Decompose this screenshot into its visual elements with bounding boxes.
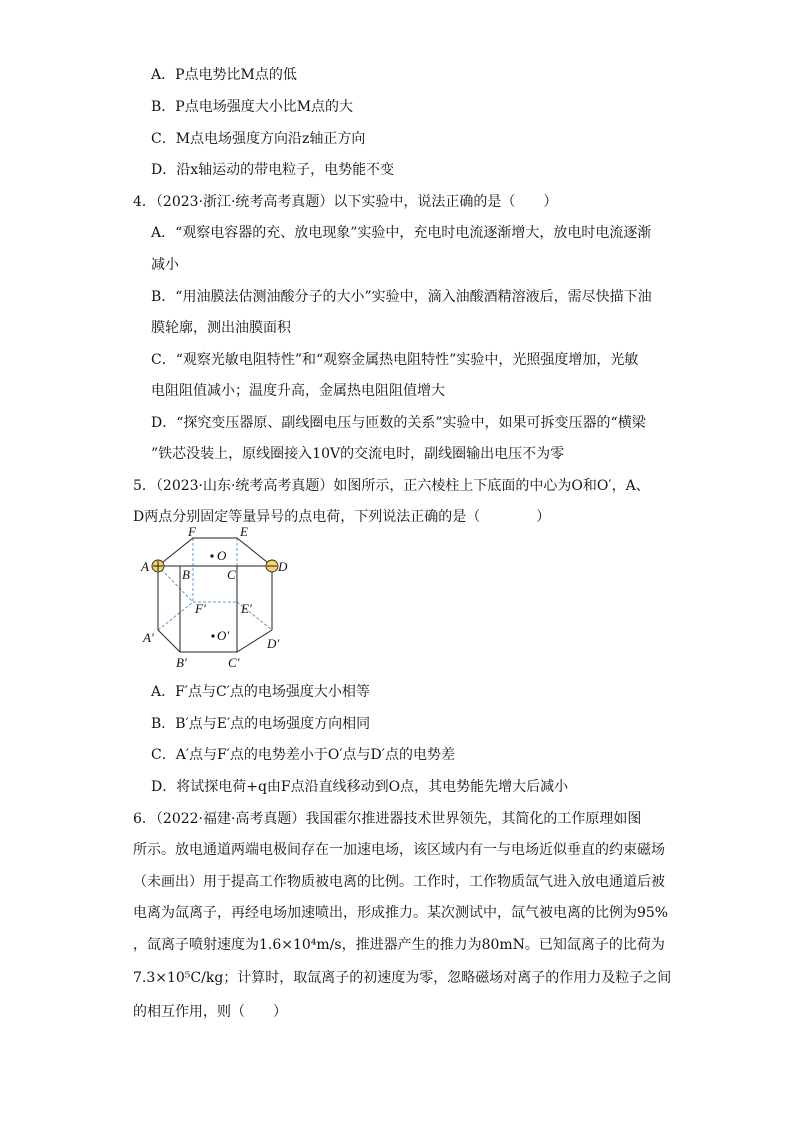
- text-line: C．“观察光敏电阻特性”和“观察金属热电阻特性”实验中，光照强度增加，光敏: [151, 352, 639, 368]
- label-A-prime: A′: [143, 630, 154, 645]
- text-line: 电阻阻值减小；温度升高，金属热电阻阻值增大: [151, 383, 445, 399]
- negative-charge-icon: [266, 560, 278, 572]
- text-line: 6．（2022·福建·高考真题）我国霍尔推进器技术世界领先，其简化的工作原理如图: [133, 811, 642, 827]
- text-line: B．P点电场强度大小比M点的大: [151, 99, 354, 115]
- text-line: A．F′点与C′点的电场强度大小相等: [151, 684, 370, 700]
- text-line: 的相互作用，则（ ）: [133, 1004, 287, 1020]
- center-point-O-prime: [211, 634, 214, 637]
- label-C: C: [227, 567, 236, 582]
- label-A: A: [141, 559, 149, 574]
- label-C-prime: C′: [228, 655, 240, 670]
- label-B: B: [182, 567, 190, 582]
- text-line: A．“观察电容器的充、放电现象”实验中，充电时电流逐渐增大，放电时电流逐渐: [151, 225, 652, 241]
- label-D: D: [278, 559, 288, 574]
- center-point-O: [210, 554, 213, 557]
- text-line: 电离为氙离子，再经电场加速喷出，形成推力。某次测试中，氙气被电离的比例为95%: [133, 905, 669, 921]
- label-E-prime: E′: [241, 601, 252, 616]
- positive-charge-icon: [152, 560, 164, 572]
- label-O: O: [217, 548, 227, 563]
- label-F-prime: F′: [195, 601, 206, 616]
- text-line: D．沿x轴运动的带电粒子，电势能不变: [151, 162, 395, 178]
- text-line: B．“用油膜法估测油酸分子的大小”实验中，滴入油酸酒精溶液后，需尽快描下油: [151, 289, 652, 305]
- label-D-prime: D′: [267, 636, 280, 651]
- label-B-prime: B′: [176, 655, 187, 670]
- label-F: F: [188, 524, 196, 539]
- text-line: D．将试探电荷+q由F点沿直线移动到O点，其电势能先增大后减小: [151, 779, 569, 795]
- text-line: 5．（2023·山东·统考高考真题）如图所示，正六棱柱上下底面的中心为O和O′，A、: [133, 478, 650, 494]
- text-line: A．P点电势比M点的低: [151, 67, 297, 83]
- text-line: B．B′点与E′点的电场强度方向相同: [151, 716, 371, 732]
- text-line: 膜轮廓，测出油膜面积: [151, 320, 291, 336]
- text-line: C．A′点与F′点的电势差小于O′点与D′点的电势差: [151, 747, 455, 763]
- hexagonal-prism-figure: [136, 524, 296, 674]
- text-line: 减小: [151, 257, 179, 273]
- text-line: 7.3×10⁵C/kg；计算时，取氙离子的初速度为零，忽略磁场对离子的作用力及粒子之间: [133, 970, 672, 986]
- text-line: 所示。放电通道两端电极间存在一加速电场，该区域内有一与电场近似垂直的约束磁场: [133, 842, 665, 858]
- text-line: （未画出）用于提高工作物质被电离的比例。工作时，工作物质氙气进入放电通道后被: [133, 874, 665, 890]
- label-O-prime: O′: [217, 628, 230, 643]
- text-line: 4．（2023·浙江·统考高考真题）以下实验中，说法正确的是（ ）: [133, 194, 558, 210]
- text-line: D两点分别固定等量异号的点电荷，下列说法正确的是（ ）: [133, 509, 551, 525]
- text-line: ，氙离子喷射速度为1.6×10⁴m/s，推进器产生的推力为80mN。已知氙离子的比荷为: [133, 937, 665, 953]
- text-line: C．M点电场强度方向沿z轴正方向: [151, 131, 366, 147]
- label-E: E: [240, 524, 248, 539]
- visible-edges: [158, 538, 272, 652]
- text-line: D．“探究变压器原、副线圈电压与匝数的关系”实验中，如果可拆变压器的“横梁: [151, 415, 646, 431]
- text-line: ”铁芯没装上，原线圈接入10V的交流电时，副线圈输出电压不为零: [151, 446, 565, 462]
